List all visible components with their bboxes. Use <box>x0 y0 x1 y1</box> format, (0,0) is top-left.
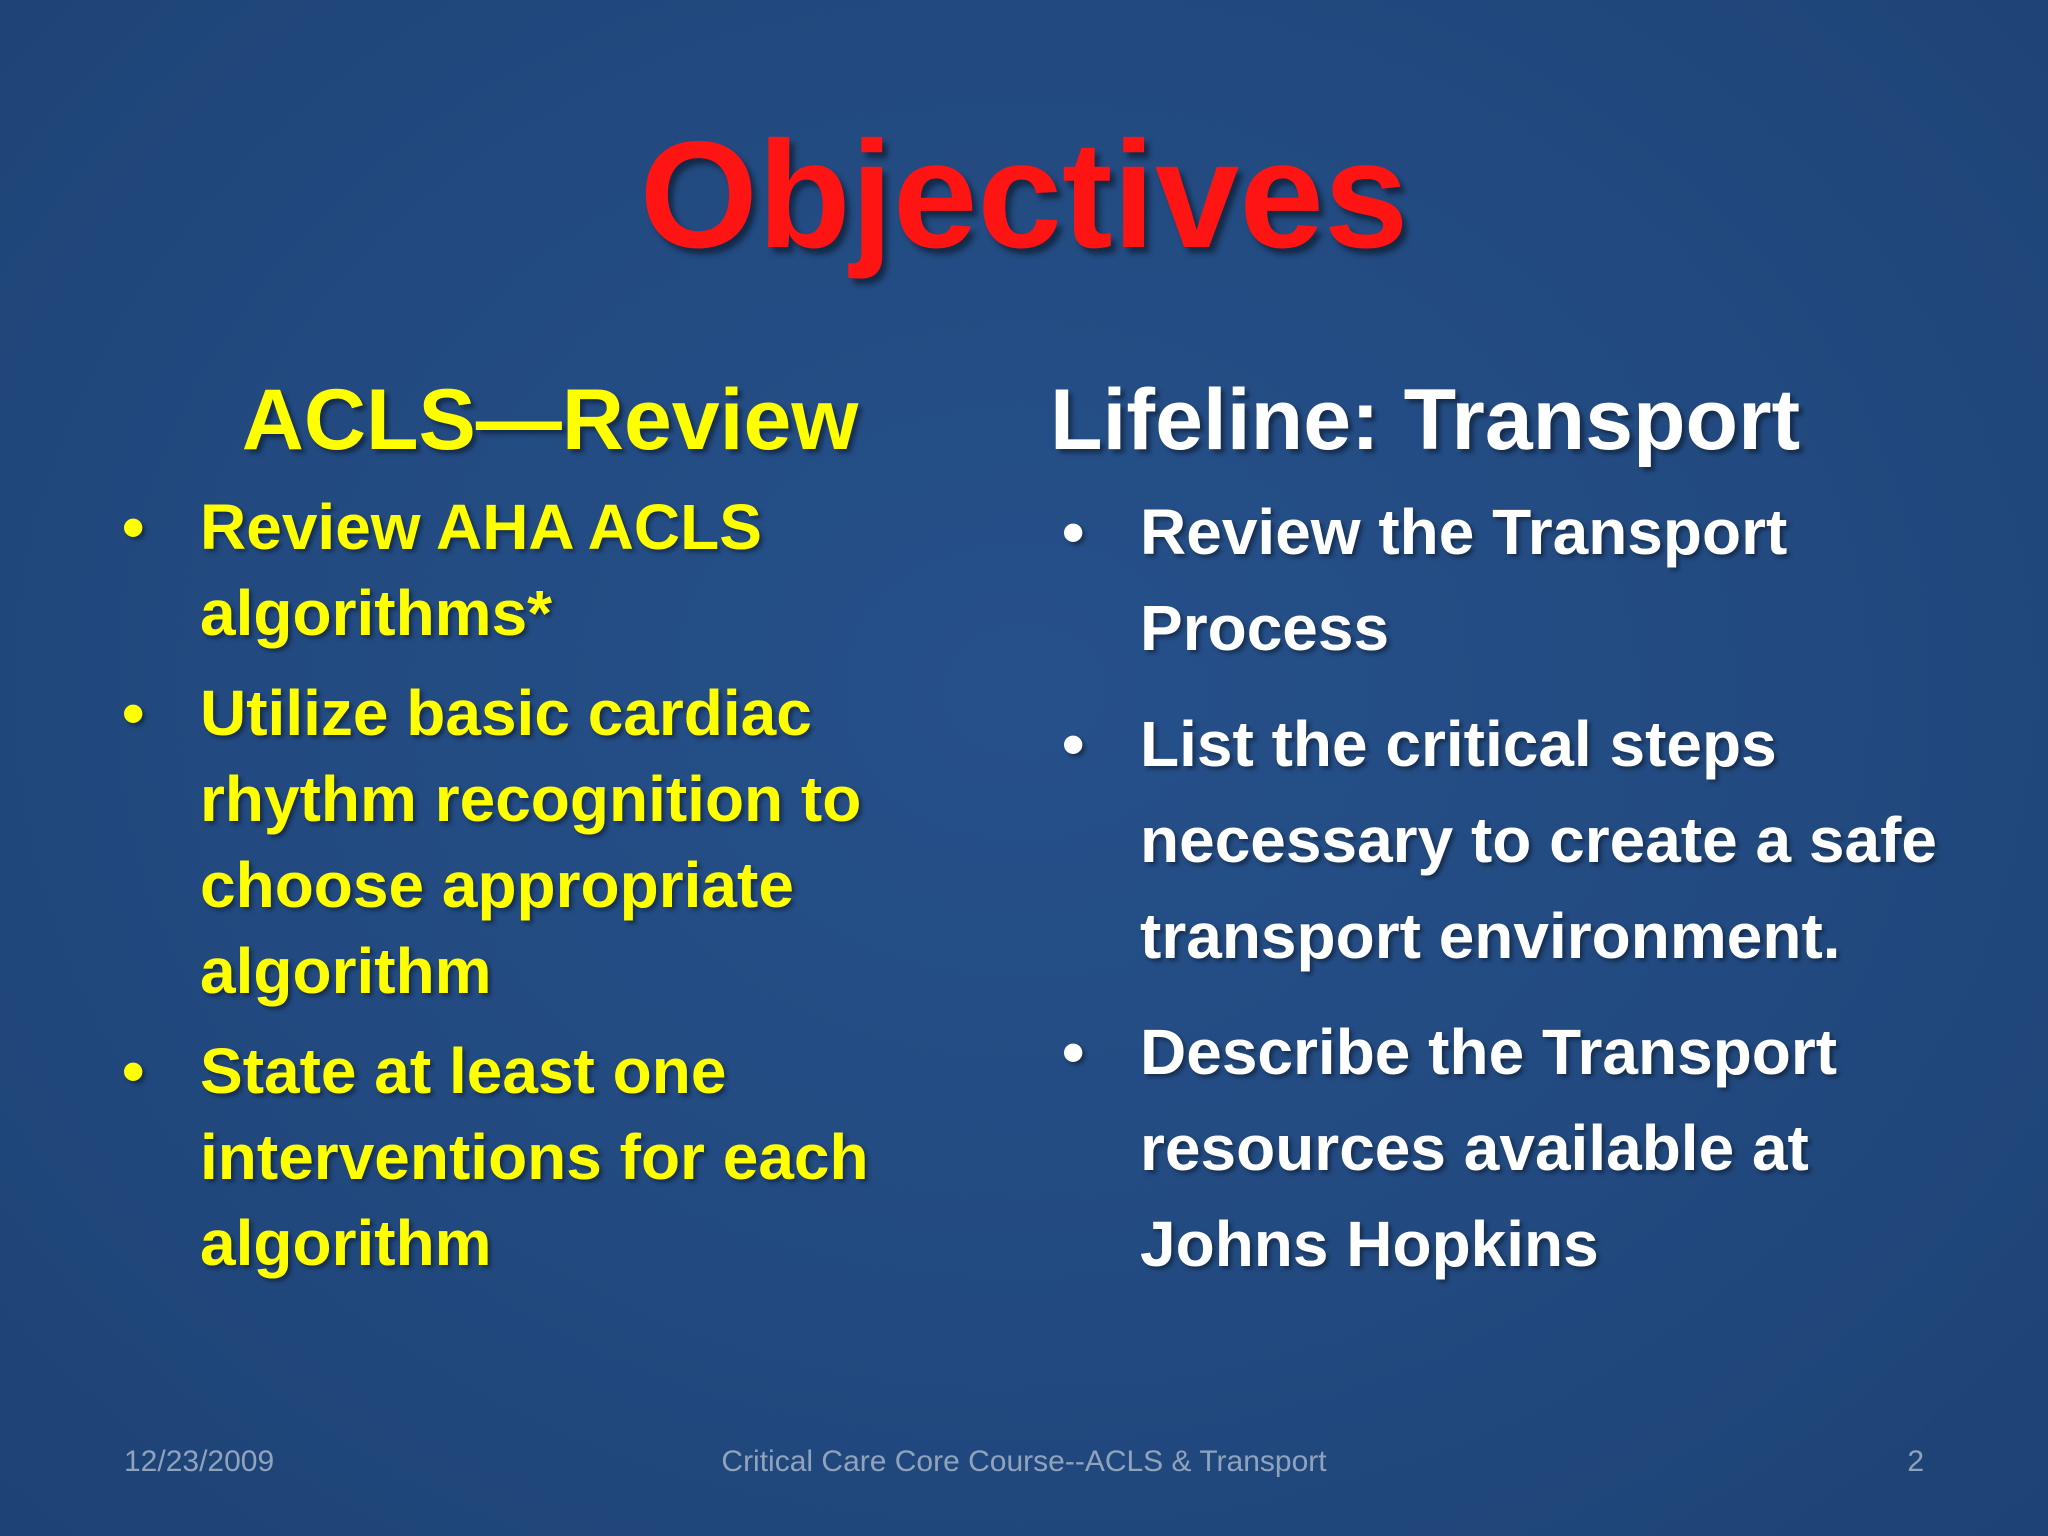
list-item <box>110 670 950 1014</box>
bullet-text: List the critical steps necessary to create a safe transport environment. <box>1140 708 1937 972</box>
list-item <box>1050 484 1970 676</box>
left-bullet-list <box>110 484 950 1286</box>
slide-title: Objectives <box>639 110 1409 280</box>
list-item <box>110 484 950 656</box>
footer-date: 12/23/2009 <box>124 1445 275 1478</box>
bullet-text: Describe the Transport resources available at Johns Hopkins <box>1140 1016 1838 1280</box>
bullet-icon: • <box>1062 1016 1085 1088</box>
bullet-icon: • <box>1062 496 1085 568</box>
bullet-icon: • <box>122 491 145 563</box>
left-column <box>110 370 950 1300</box>
bullet-icon: • <box>1062 708 1085 780</box>
right-column-heading: Lifeline: Transport <box>1050 372 1801 468</box>
footer-page-number: 2 <box>1907 1445 1924 1478</box>
bullet-text: Review AHA ACLS algorithms* <box>200 491 762 649</box>
bullet-text: Review the Transport Process <box>1140 496 1788 664</box>
list-item <box>1050 1004 1970 1292</box>
bullet-icon: • <box>122 1035 145 1107</box>
list-item <box>1050 696 1970 984</box>
list-item <box>110 1028 950 1286</box>
footer-course-title: Critical Care Core Course--ACLS & Transport <box>721 1445 1327 1478</box>
right-bullet-list <box>1050 484 1970 1292</box>
right-column <box>1050 370 1970 1312</box>
bullet-icon: • <box>122 677 145 749</box>
bullet-text: State at least one interventions for each algorithm <box>200 1035 869 1279</box>
left-column-heading: ACLS—Review <box>241 372 859 468</box>
bullet-text: Utilize basic cardiac rhythm recognition to choose appropriate algorithm <box>200 677 862 1007</box>
